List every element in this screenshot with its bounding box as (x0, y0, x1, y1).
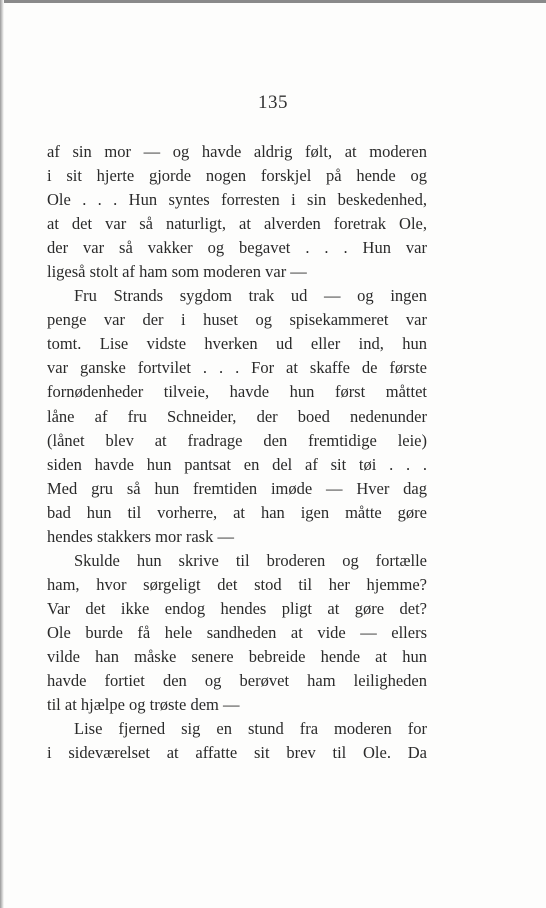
text-line: (lånet blev at fradrage den fremtidige leie) (47, 430, 427, 450)
text-line: hendes stakkers mor rask — (47, 526, 234, 546)
page-left-edge (0, 0, 4, 908)
text-line: Lise fjerned sig en stund fra moderen for (74, 719, 427, 739)
text-line: Ole burde få hele sandheden at vide — ellers (47, 622, 427, 642)
text-line: at det var så naturligt, at alverden foretrak Ole, (47, 214, 427, 234)
text-line: til at hjælpe og trøste dem — (47, 695, 240, 715)
text-line: ligeså stolt af ham som moderen var — (47, 262, 307, 282)
body-text (47, 140, 427, 765)
page-top-edge (0, 0, 546, 3)
text-line: Ole . . . Hun syntes forresten i sin beskedenhed, (47, 190, 427, 210)
text-line: penge var der i huset og spisekammeret var (47, 310, 427, 330)
text-line: af sin mor — og havde aldrig følt, at moderen (47, 142, 427, 161)
text-line: vilde han måske senere bebreide hende at hun (47, 646, 427, 666)
text-line: bad hun til vorherre, at han igen måtte gøre (47, 502, 427, 522)
text-line: var ganske fortvilet . . . For at skaffe de første (47, 358, 427, 378)
text-line: Med gru så hun fremtiden imøde — Hver dag (47, 478, 427, 498)
text-line: siden havde hun pantsat en del af sit tøi . . . (47, 454, 427, 474)
text-line: Var det ikke endog hendes pligt at gøre det? (47, 598, 427, 618)
text-line: i sideværelset at affatte sit brev til Ole. Da (47, 743, 427, 763)
page-number: 135 (258, 92, 288, 113)
text-line: i sit hjerte gjorde nogen forskjel på hende og (47, 166, 427, 186)
text-line: Fru Strands sygdom trak ud — og ingen (74, 286, 427, 306)
text-line: fornødenheder tilveie, havde hun først måttet (47, 382, 427, 402)
text-line: ham, hvor sørgeligt det stod til her hjemme? (47, 574, 427, 594)
text-line: låne af fru Schneider, der boed nedenunder (47, 406, 427, 426)
text-line: der var så vakker og begavet . . . Hun var (47, 238, 427, 258)
text-line: tomt. Lise vidste hverken ud eller ind, hun (47, 334, 427, 354)
text-line: Skulde hun skrive til broderen og fortælle (74, 550, 427, 570)
text-line: havde fortiet den og berøvet ham leiligheden (47, 671, 427, 691)
